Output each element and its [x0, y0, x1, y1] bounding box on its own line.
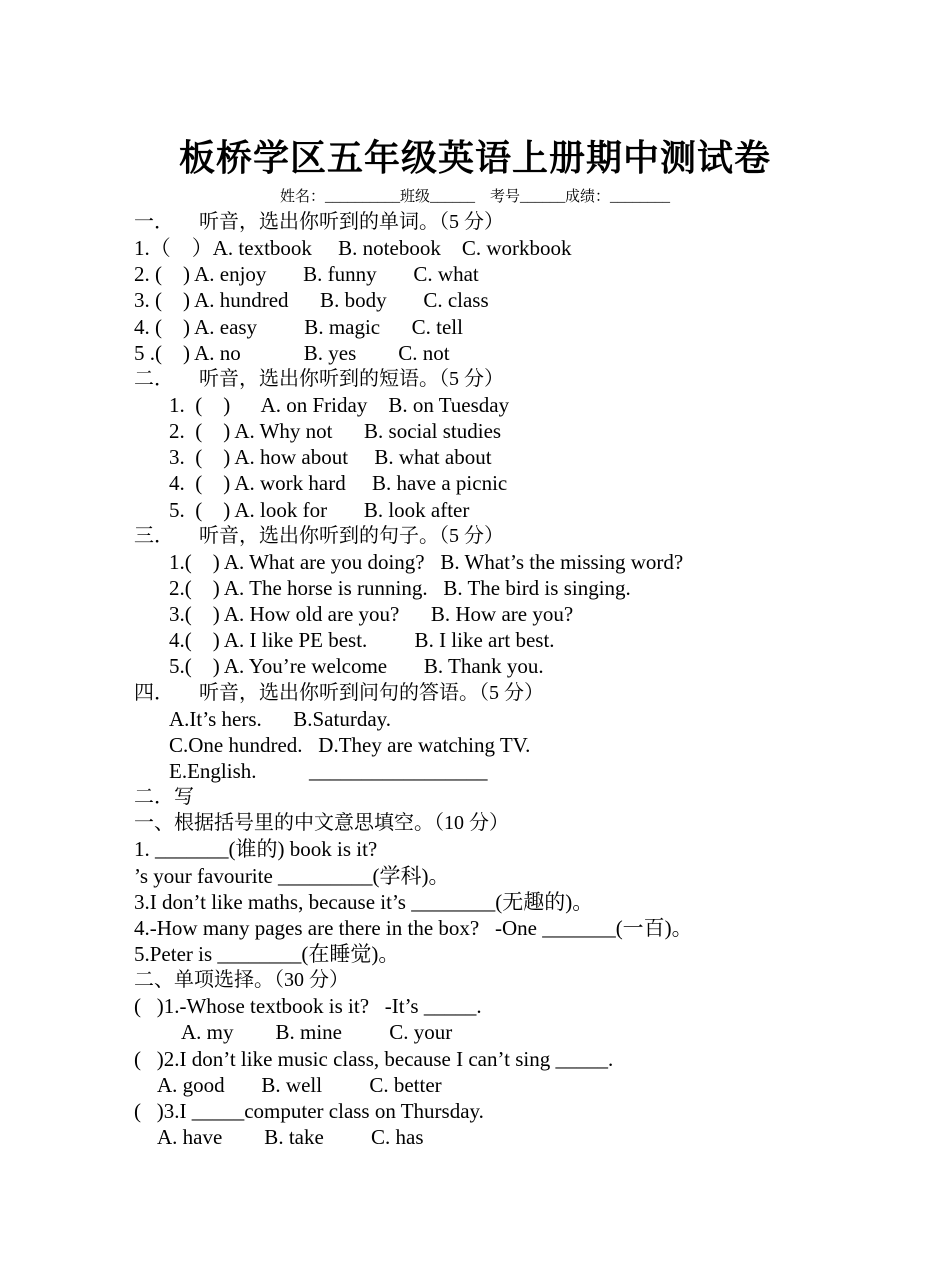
- section-heading: 二、单项选择。（30 分）: [134, 969, 349, 992]
- writing-heading: 二．写: [134, 786, 194, 809]
- question-item: 2. ( ) A. Why not B. social studies: [169, 419, 502, 444]
- question-item: 5. ( ) A. look for B. look after: [169, 497, 470, 522]
- section-heading: 一． 听音，选出你听到的单词。（5 分）: [134, 211, 504, 233]
- question-item: 5 .( ) A. no B. yes C. not: [134, 340, 450, 365]
- fill-item: 4.-How many pages are there in the box? -One _______(一百)。: [134, 915, 693, 940]
- answer-option-line: A.It’s hers. B.Saturday.: [169, 706, 392, 731]
- section-heading: 四． 听音，选出你听到问句的答语。（5 分）: [134, 681, 544, 704]
- question-item: 1. ( ) A. on Friday B. on Tuesday: [169, 392, 510, 417]
- question-item: 4. ( ) A. easy B. magic C. tell: [134, 314, 463, 339]
- question-item: 3.( ) A. How old are you? B. How are you?: [169, 602, 574, 627]
- choice-options: A. have B. take C. has: [157, 1124, 424, 1149]
- choice-options: A. good B. well C. better: [157, 1072, 442, 1097]
- choice-options: A. my B. mine C. your: [181, 1020, 453, 1045]
- section-heading: 三． 听音，选出你听到的句子。（5 分）: [134, 524, 504, 547]
- question-item: 2. ( ) A. enjoy B. funny C. what: [134, 262, 479, 287]
- section-heading: 二． 听音，选出你听到的短语。（5 分）: [134, 367, 504, 390]
- fill-item: ’s your favourite _________(学科)。: [134, 863, 450, 888]
- question-item: 4. ( ) A. work hard B. have a picnic: [169, 471, 508, 496]
- exam-body: [134, 209, 894, 1150]
- fill-item: 3.I don’t like maths, because it’s ________(无趣的)。: [134, 889, 594, 914]
- fill-item: 1. _______(谁的) book is it?: [134, 837, 378, 862]
- answer-option-line: E.English. _________________: [169, 758, 488, 783]
- question-item: 5.( ) A. You’re welcome B. Thank you.: [169, 654, 544, 679]
- student-info-line: 姓名：__________班级______ 考号______成绩：________: [279, 189, 670, 205]
- choice-question: ( )1.-Whose textbook is it? -It’s _____.: [134, 994, 482, 1019]
- answer-option-line: C.One hundred. D.They are watching TV.: [169, 732, 531, 757]
- page-title: 板桥学区五年级英语上册期中测试卷: [178, 137, 771, 179]
- question-item: 3. ( ) A. hundred B. body C. class: [134, 288, 489, 313]
- question-item: 4.( ) A. I like PE best. B. I like art best.: [169, 628, 555, 653]
- section-heading: 一、根据括号里的中文意思填空。（10 分）: [134, 812, 509, 835]
- question-item: 2.( ) A. The horse is running. B. The bird is singing.: [169, 575, 631, 600]
- question-item: 3. ( ) A. how about B. what about: [169, 445, 492, 470]
- question-item: 1.（ ）A. textbook B. notebook C. workbook: [134, 236, 572, 261]
- choice-question: ( )2.I don’t like music class, because I can’t sing _____.: [134, 1046, 614, 1071]
- fill-item: 5.Peter is ________(在睡觉)。: [134, 941, 400, 966]
- question-item: 1.( ) A. What are you doing? B. What’s the missing word?: [169, 549, 684, 574]
- choice-question: ( )3.I _____computer class on Thursday.: [134, 1098, 484, 1123]
